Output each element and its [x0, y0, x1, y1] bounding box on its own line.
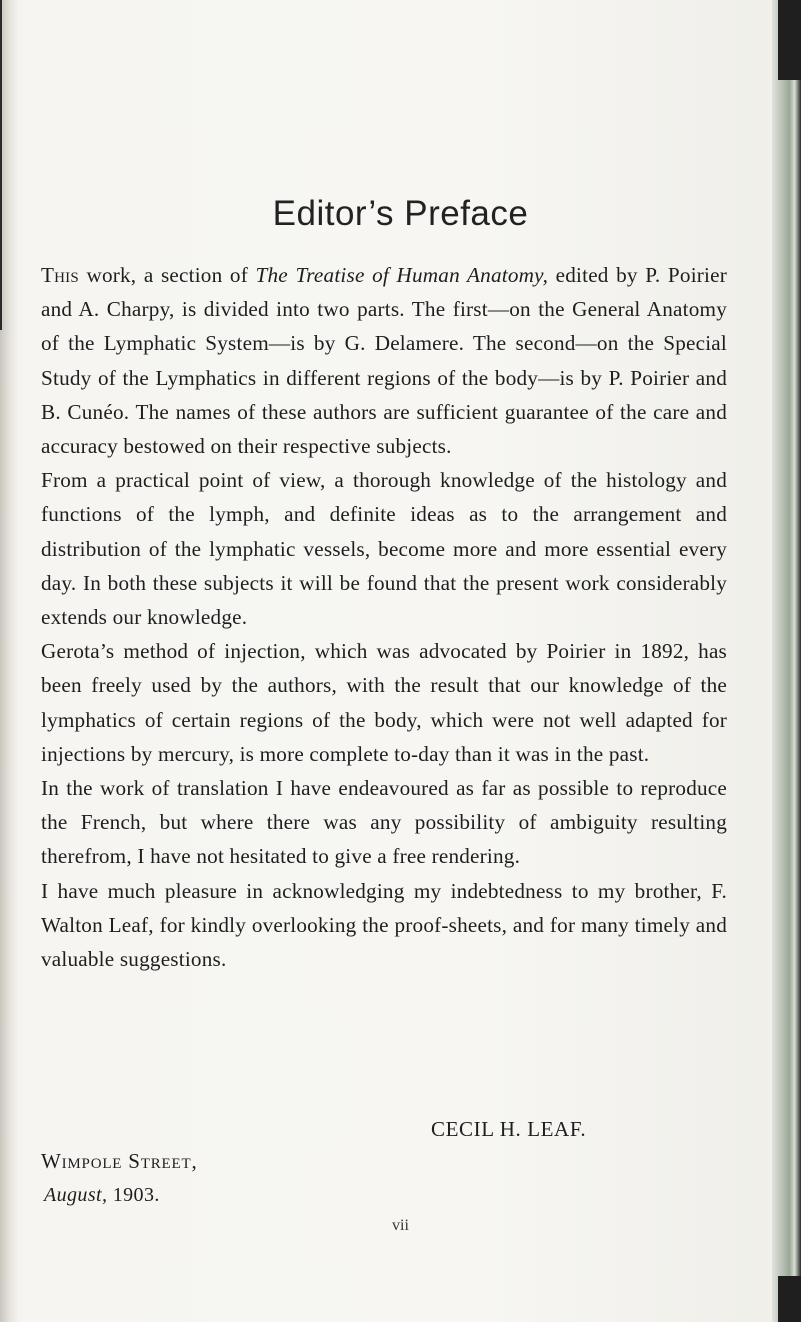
paragraph-1: [41, 258, 727, 463]
paragraph-1-text-b: edited by P. Poirier and A. Charpy, is divided into two parts. The first—on the General Anatomy of the Lymphatic System—is by G. Delamere. The second—on the Special Study of the Lymphatics in different regions of the body—is by P. Poirier and B. Cunéo. The names of these authors are sufficient guarantee of the care and accuracy bestowed on their respective subjects.: [41, 263, 727, 459]
paragraph-2: From a practical point of view, a thorough knowledge of the histology and functions of the lymph, and definite ideas as to the arrangement and distribution of the lymphatic vessels, become more and more essential every day. In both these subjects it will be found that the present work considerably extends our knowledge.: [41, 468, 727, 630]
page-number: vii: [392, 1217, 409, 1234]
paragraph-1-text-a: work, a section of: [78, 263, 256, 287]
paragraph-3: Gerota’s method of injection, which was advocated by Poirier in 1892, has been freely used by the authors, with the result that our knowledge of the lymphatics of certain regions of the body, which were not well adapted for injections by mercury, is more complete to-day than it was in the past.: [41, 639, 727, 766]
paragraph-4: In the work of translation I have endeavoured as far as possible to reproduce the French, but where there was any possibility of ambiguity resulting therefrom, I have not hesitated to give a free rendering.: [41, 776, 727, 869]
book-title-italic: The Treatise of Human Anatomy,: [255, 263, 549, 287]
date-year: 1903.: [107, 1184, 160, 1206]
date-line: [44, 1184, 160, 1207]
paragraph-lead-word: This: [41, 263, 79, 287]
paragraph-5: I have much pleasure in acknowledging my indebtedness to my brother, F. Walton Leaf, for kindly overlooking the proof-sheets, and for many timely and valuable suggestions.: [41, 878, 727, 972]
page-title: Editor’s Preface: [272, 194, 529, 233]
signature: CECIL H. LEAF.: [431, 1117, 587, 1141]
address: Wimpole Street,: [41, 1149, 198, 1173]
date-month: August,: [44, 1184, 108, 1206]
preface-body: [41, 258, 727, 976]
